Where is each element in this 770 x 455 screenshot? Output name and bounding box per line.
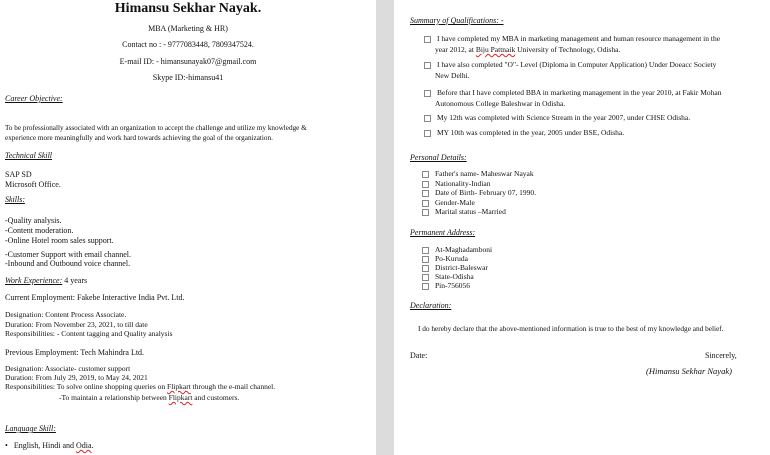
skype-id: Skype ID:-himansu41 bbox=[152, 73, 224, 82]
skill-item: -Online Hotel room sales support. bbox=[5, 236, 114, 245]
previous-designation: Designation: Associate- customer support bbox=[5, 364, 131, 373]
checkbox-icon bbox=[424, 130, 431, 137]
work-experience-heading: Work Experience: bbox=[5, 276, 63, 285]
checkbox-icon bbox=[422, 283, 429, 290]
checkbox-icon bbox=[424, 90, 431, 97]
checkbox-icon bbox=[422, 171, 429, 178]
summary-item-cont: New Delhi. bbox=[435, 71, 470, 80]
current-responsibilities: Responsibilities: - Content tagging and Quality analysis bbox=[5, 329, 173, 338]
address-item: District-Baleswar bbox=[422, 263, 488, 273]
sincerely: Sincerely, bbox=[705, 351, 737, 360]
previous-responsibility-line: -To maintain a relationship between Flipkart and customers. bbox=[59, 393, 240, 402]
work-years: 4 years bbox=[64, 276, 88, 285]
page-gutter bbox=[376, 0, 394, 455]
checkbox-icon bbox=[424, 36, 431, 43]
current-duration: Duration: From November 23, 2021, to till date bbox=[5, 320, 148, 329]
declaration-heading: Declaration: bbox=[410, 301, 452, 310]
language-skill-heading: Language Skill: bbox=[5, 424, 56, 433]
skills-heading: Skills: bbox=[5, 195, 25, 204]
career-objective-line: To be professionally associated with an organization to accept the challenge and utilize my knowledge & bbox=[5, 124, 307, 132]
personal-item: Marital status –Married bbox=[422, 207, 506, 217]
checkbox-icon bbox=[422, 256, 429, 263]
address-item: Pin-756056 bbox=[422, 281, 470, 291]
previous-duration: Duration: From July 29, 2019, to May 24, 2021 bbox=[5, 373, 148, 382]
resume-name: Himansu Sekhar Nayak. bbox=[114, 1, 262, 16]
skill-item: -Quality analysis. bbox=[5, 216, 62, 225]
personal-item: Father's name- Maheswar Nayak bbox=[422, 169, 534, 179]
checkbox-icon bbox=[422, 181, 429, 188]
personal-item: Nationality-Indian bbox=[422, 179, 490, 189]
skill-item: -Inbound and Outbound voice channel. bbox=[5, 259, 131, 268]
checkbox-icon bbox=[424, 62, 431, 69]
summary-item-cont: year 2012, at Biju Pattnaik University of Technology, Odisha. bbox=[435, 45, 621, 54]
checkbox-icon bbox=[424, 115, 431, 122]
email: E-mail ID: - himansunayak07@gmail.com bbox=[119, 57, 257, 66]
current-designation: Designation: Content Process Associate. bbox=[5, 310, 127, 319]
address-item: Po-Kuruda bbox=[422, 254, 468, 264]
contact-number: Contact no : - 9777083448, 7809347524. bbox=[122, 40, 254, 49]
current-employment: Current Employment: Fakebe Interactive India Pvt. Ltd. bbox=[5, 293, 185, 302]
technical-skill-item: SAP SD bbox=[5, 170, 32, 179]
checkbox-icon bbox=[422, 190, 429, 197]
summary-item: My 12th was completed with Science Stream in the year 2007, under CHSE Odisha. bbox=[424, 113, 690, 123]
checkbox-icon bbox=[422, 265, 429, 272]
personal-item: Gender-Male bbox=[422, 198, 475, 208]
technical-skill-item: Microsoft Office. bbox=[5, 180, 61, 189]
personal-item: Date of Birth- February 07, 1990. bbox=[422, 188, 536, 198]
checkbox-icon bbox=[422, 247, 429, 254]
previous-responsibility-line: Responsibilities: To solve online shopping queries on Flipkart through the e-mail channel. bbox=[5, 382, 276, 391]
language-item: • English, Hindi and Odia. bbox=[5, 441, 94, 450]
checkbox-icon bbox=[422, 209, 429, 216]
skill-item: -Content moderation. bbox=[5, 226, 74, 235]
previous-employment: Previous Employment: Tech Mahindra Ltd. bbox=[5, 348, 145, 357]
career-objective-line: experience more meaningfully and work hard towards achieving the goal of the organization. bbox=[5, 134, 273, 142]
degree: MBA (Marketing & HR) bbox=[148, 24, 228, 33]
summary-item: I have completed my MBA in marketing management and human resource management in the bbox=[424, 34, 720, 44]
summary-item: Before that I have completed BBA in marketing management in the year 2010, at Fakir Mohan bbox=[424, 88, 722, 98]
resume-page-right bbox=[394, 0, 770, 455]
summary-item-cont: Autonomous College Baleshwar in Odisha. bbox=[435, 99, 566, 108]
personal-details-heading: Personal Details: bbox=[410, 153, 467, 162]
address-item: State-Odisha bbox=[422, 272, 474, 282]
summary-item: MY 10th was completed in the year, 2005 under BSE, Odisha. bbox=[424, 128, 624, 138]
checkbox-icon bbox=[422, 274, 429, 281]
address-item: At-Maghadamboni bbox=[422, 245, 492, 255]
skill-item: -Customer Support with email channel. bbox=[5, 250, 131, 259]
bullet-icon: • bbox=[5, 441, 14, 450]
address-heading: Permanent Address: bbox=[410, 228, 476, 237]
checkbox-icon bbox=[422, 200, 429, 207]
declaration-text: I do hereby declare that the above-mentioned information is true to the best of my knowledge and belief. bbox=[418, 324, 724, 333]
career-objective-heading: Career Objective: bbox=[5, 94, 63, 103]
technical-skill-heading: Technical Skill bbox=[5, 151, 53, 160]
date-label: Date: bbox=[410, 351, 428, 360]
work-experience-line bbox=[5, 276, 87, 286]
signature-name: (Himansu Sekhar Nayak) bbox=[646, 366, 732, 376]
summary-item: I have also completed "O"- Level (Diploma in Computer Application) Under Doeacc Society bbox=[424, 60, 716, 70]
summary-heading: Summary of Qualifications: - bbox=[410, 16, 504, 25]
resume-page-left bbox=[0, 0, 376, 455]
